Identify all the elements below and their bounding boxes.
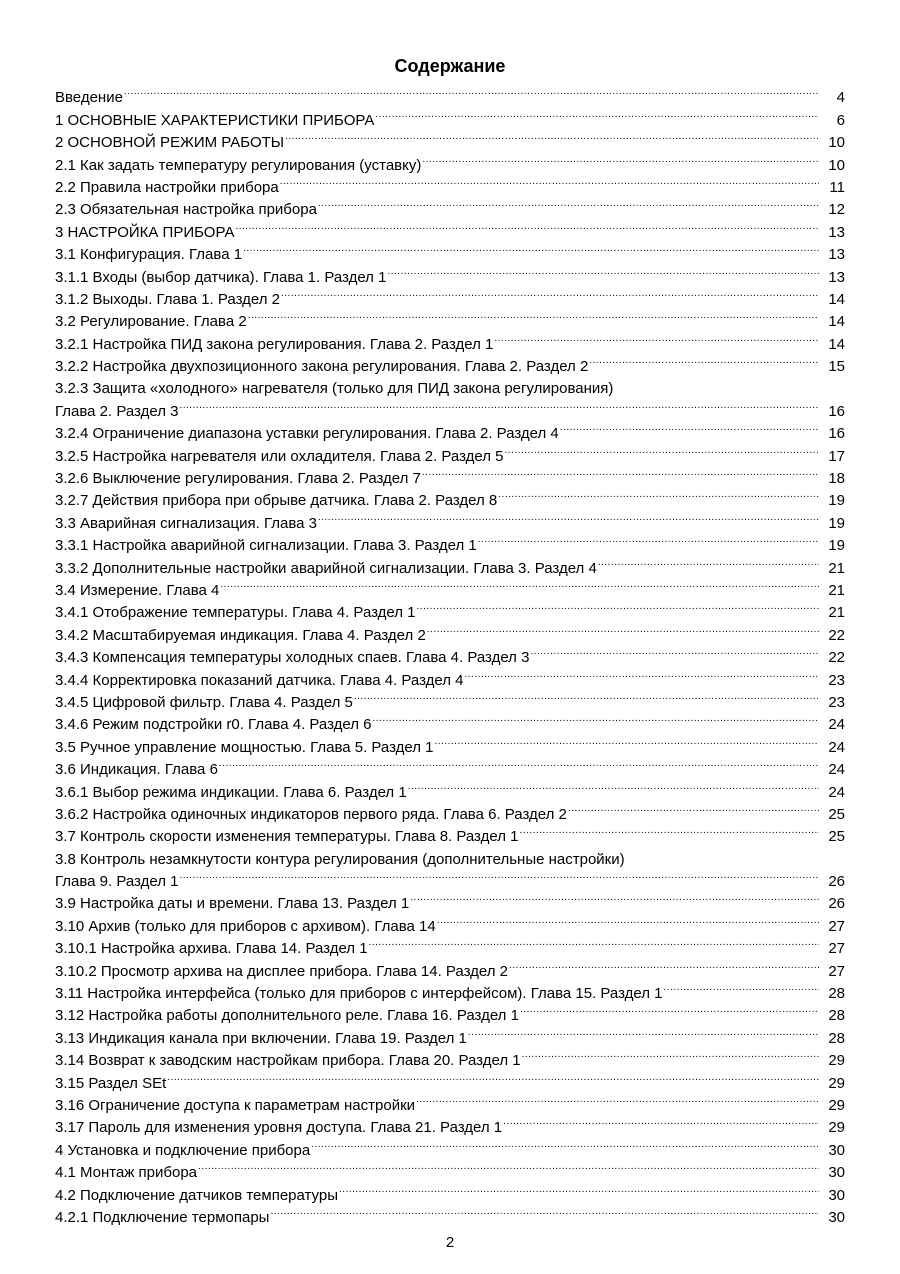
toc-entry-page: 13 [828, 223, 845, 241]
dot-leader [427, 617, 819, 639]
toc-entry-title: 3.1.2 Выходы. Глава 1. Раздел 2 [55, 290, 280, 308]
dot-leader [505, 438, 819, 460]
toc-entry-title: 3 НАСТРОЙКА ПРИБОРА [55, 223, 235, 241]
dot-leader [614, 371, 819, 393]
toc-entry-title: 3.13 Индикация канала при включении. Глава 19. Раздел 1 [55, 1029, 467, 1047]
toc-entry-page: 22 [828, 626, 845, 644]
toc-entry-title: 3.4.2 Масштабируемая индикация. Глава 4. Раздел 2 [55, 626, 426, 644]
toc-entry-title: 2.1 Как задать температуру регулирования (уставку) [55, 156, 422, 174]
dot-leader [498, 483, 819, 505]
toc-entry-page: 30 [828, 1141, 845, 1159]
toc-entry-title: 3.2.7 Действия прибора при обрыве датчика. Глава 2. Раздел 8 [55, 492, 498, 510]
toc-entry-title: Глава 2. Раздел 3 [55, 402, 179, 420]
dot-leader [198, 1155, 819, 1177]
toc-entry-title: 3.8 Контроль незамкнутости контура регулирования (дополнительные настройки) [55, 850, 625, 868]
dot-leader [369, 931, 819, 953]
toc-entry-page: 17 [828, 447, 845, 465]
dot-leader [408, 774, 819, 796]
dot-leader [422, 461, 819, 483]
toc-entry-page: 29 [828, 1052, 845, 1070]
toc-entry-page: 14 [828, 335, 845, 353]
page-title: Содержание [394, 56, 506, 76]
toc-entry-title: 3.12 Настройка работы дополнительного реле. Глава 16. Раздел 1 [55, 1007, 519, 1025]
dot-leader [468, 1020, 819, 1042]
toc-entry-page: 25 [828, 828, 845, 846]
toc-entry-page: 13 [828, 246, 845, 264]
toc-entry-page: 27 [828, 917, 845, 935]
table-of-contents [55, 80, 845, 1226]
dot-leader [124, 80, 819, 102]
toc-entry-page: 4 [836, 89, 845, 107]
dot-leader [464, 662, 819, 684]
dot-leader [417, 595, 819, 617]
toc-entry-page: 11 [829, 178, 845, 196]
toc-entry-title: 3.4.6 Режим подстройки r0. Глава 4. Раздел 6 [55, 716, 372, 734]
toc-entry-page: 16 [828, 402, 845, 420]
toc-entry-title: 3.16 Ограничение доступа к параметрам настройки [55, 1096, 416, 1114]
toc-entry-title: 3.2.2 Настройка двухпозиционного закона регулирования. Глава 2. Раздел 2 [55, 358, 589, 376]
toc-entry-title: 3.6 Индикация. Глава 6 [55, 761, 218, 779]
toc-entry-title: 3.10 Архив (только для приборов с архивом). Глава 14 [55, 917, 436, 935]
dot-leader [339, 1177, 819, 1199]
toc-entry-title: 1 ОСНОВНЫЕ ХАРАКТЕРИСТИКИ ПРИБОРА [55, 111, 375, 129]
dot-leader [416, 1088, 819, 1110]
dot-leader [494, 326, 819, 348]
toc-entry-page: 29 [828, 1074, 845, 1092]
toc-entry-page: 24 [828, 783, 845, 801]
toc-entry-page: 13 [828, 268, 845, 286]
toc-entry-title: 3.2 Регулирование. Глава 2 [55, 313, 247, 331]
toc-entry[interactable] [55, 1065, 845, 1092]
dot-leader [318, 505, 819, 527]
toc-entry-title: 3.1.1 Входы (выбор датчика). Глава 1. Раздел 1 [55, 268, 387, 286]
dot-leader [280, 170, 819, 192]
dot-leader [435, 729, 819, 751]
toc-entry-page: 19 [828, 492, 845, 510]
toc-entry-page: 24 [828, 738, 845, 756]
toc-entry-page: 28 [828, 985, 845, 1003]
dot-leader [179, 393, 819, 415]
toc-entry-page: 29 [828, 1096, 845, 1114]
page-number: 2 [445, 1234, 455, 1251]
dot-leader [285, 125, 819, 147]
toc-entry-title: 3.10.2 Просмотр архива на дисплее прибора. Глава 14. Раздел 2 [55, 962, 508, 980]
toc-entry-title: 2.2 Правила настройки прибора [55, 178, 279, 196]
toc-entry-title: 3.9 Настройка даты и времени. Глава 13. Раздел 1 [55, 895, 410, 913]
toc-entry-title: 3.3 Аварийная сигнализация. Глава 3 [55, 514, 317, 532]
dot-leader [520, 998, 819, 1020]
toc-entry-page: 23 [828, 693, 845, 711]
dot-leader [281, 282, 819, 304]
toc-entry-title: 3.7 Контроль скорости изменения температуры. Глава 8. Раздел 1 [55, 828, 519, 846]
toc-entry-page: 18 [828, 470, 845, 488]
toc-entry-page: 26 [828, 873, 845, 891]
toc-entry-title: 2 ОСНОВНОЙ РЕЖИМ РАБОТЫ [55, 134, 285, 152]
toc-entry-page: 27 [828, 962, 845, 980]
toc-entry-title: 3.3.1 Настройка аварийной сигнализации. Глава 3. Раздел 1 [55, 537, 477, 555]
dot-leader [478, 528, 819, 550]
toc-entry-title: 4 Установка и подключение прибора [55, 1141, 311, 1159]
dot-leader [509, 953, 819, 975]
dot-leader [422, 147, 819, 169]
toc-entry-page: 30 [828, 1186, 845, 1204]
toc-entry-page: 28 [828, 1007, 845, 1025]
toc-entry-page: 16 [828, 425, 845, 443]
toc-entry-title: 3.11 Настройка интерфейса (только для приборов с интерфейсом). Глава 15. Раздел 1 [55, 985, 663, 1003]
toc-entry-page: 21 [828, 581, 845, 599]
toc-entry-page: 30 [828, 1208, 845, 1226]
dot-leader [179, 864, 819, 886]
toc-entry-title: 3.2.3 Защита «холодного» нагревателя (только для ПИД закона регулирования) [55, 380, 614, 398]
toc-entry-page: 10 [828, 156, 845, 174]
toc-entry-title: 3.10.1 Настройка архива. Глава 14. Раздел 1 [55, 940, 368, 958]
dot-leader [375, 102, 819, 124]
toc-entry-page: 25 [828, 805, 845, 823]
dot-leader [219, 752, 819, 774]
dot-leader [354, 685, 819, 707]
toc-entry-title: 3.4.3 Компенсация температуры холодных спаев. Глава 4. Раздел 3 [55, 649, 530, 667]
dot-leader [387, 259, 819, 281]
toc-entry-page: 19 [828, 537, 845, 555]
toc-entry-page: 10 [828, 134, 845, 152]
dot-leader [318, 192, 819, 214]
dot-leader [503, 1110, 819, 1132]
toc-entry-title: 3.2.5 Настройка нагревателя или охладителя. Глава 2. Раздел 5 [55, 447, 504, 465]
toc-entry-title: 2.3 Обязательная настройка прибора [55, 201, 317, 219]
toc-entry-title: 4.1 Монтаж прибора [55, 1164, 198, 1182]
toc-entry-title: Глава 9. Раздел 1 [55, 873, 179, 891]
toc-entry-page: 23 [828, 671, 845, 689]
toc-entry-title: 4.2 Подключение датчиков температуры [55, 1186, 339, 1204]
toc-entry-title: 3.2.4 Ограничение диапазона уставки регулирования. Глава 2. Раздел 4 [55, 425, 559, 443]
toc-entry-page: 29 [828, 1119, 845, 1137]
toc-entry-page: 24 [828, 716, 845, 734]
toc-entry-title: 3.4.1 Отображение температуры. Глава 4. Раздел 1 [55, 604, 416, 622]
toc-entry-page: 6 [836, 111, 845, 129]
dot-leader [311, 1132, 819, 1154]
dot-leader [410, 886, 819, 908]
dot-leader [589, 349, 819, 371]
toc-entry[interactable] [55, 1088, 845, 1114]
toc-entry-title: 4.2.1 Подключение термопары [55, 1208, 270, 1226]
dot-leader [598, 550, 819, 572]
toc-entry-title: 3.17 Пароль для изменения уровня доступа. Глава 21. Раздел 1 [55, 1119, 503, 1137]
dot-leader [664, 976, 819, 998]
toc-entry-page: 21 [828, 559, 845, 577]
toc-entry[interactable] [55, 80, 845, 107]
toc-entry-title: 3.4.4 Корректировка показаний датчика. Глава 4. Раздел 4 [55, 671, 464, 689]
toc-entry-title: 3.1 Конфигурация. Глава 1 [55, 246, 243, 264]
dot-leader [270, 1200, 819, 1222]
toc-entry-page: 27 [828, 940, 845, 958]
toc-entry-page: 28 [828, 1029, 845, 1047]
dot-leader [243, 237, 819, 259]
toc-entry-title: 3.14 Возврат к заводским настройкам прибора. Глава 20. Раздел 1 [55, 1052, 521, 1070]
dot-leader [522, 1043, 819, 1065]
dot-leader [373, 707, 820, 729]
toc-entry-title: 3.4 Измерение. Глава 4 [55, 581, 220, 599]
toc-entry-page: 26 [828, 895, 845, 913]
toc-entry-title: 3.6.2 Настройка одиночных индикаторов первого ряда. Глава 6. Раздел 2 [55, 805, 567, 823]
dot-leader [519, 819, 819, 841]
dot-leader [530, 640, 819, 662]
toc-entry-title: 3.3.2 Дополнительные настройки аварийной сигнализации. Глава 3. Раздел 4 [55, 559, 597, 577]
dot-leader [167, 1065, 819, 1087]
toc-entry-page: 19 [828, 514, 845, 532]
toc-entry-title: 3.2.1 Настройка ПИД закона регулирования. Глава 2. Раздел 1 [55, 335, 494, 353]
toc-entry-title: 3.15 Раздел SEt [55, 1074, 167, 1092]
toc-entry-page: 24 [828, 761, 845, 779]
dot-leader [248, 304, 819, 326]
toc-entry[interactable] [55, 102, 845, 129]
toc-entry-page: 14 [828, 290, 845, 308]
toc-entry-title: 3.6.1 Выбор режима индикации. Глава 6. Раздел 1 [55, 783, 407, 801]
toc-entry-page: 14 [828, 313, 845, 331]
toc-entry-page: 21 [828, 604, 845, 622]
dot-leader [626, 841, 819, 863]
toc-entry-title: 3.5 Ручное управление мощностью. Глава 5. Раздел 1 [55, 738, 434, 756]
toc-entry-title: 3.2.6 Выключение регулирования. Глава 2. Раздел 7 [55, 470, 421, 488]
toc-entry-page: 22 [828, 649, 845, 667]
dot-leader [235, 214, 819, 236]
toc-entry-page: 15 [828, 358, 845, 376]
dot-leader [560, 416, 819, 438]
toc-entry-page: 12 [828, 201, 845, 219]
toc-entry-title: Введение [55, 89, 123, 107]
toc-entry-page: 30 [828, 1164, 845, 1182]
dot-leader [220, 573, 819, 595]
dot-leader [437, 908, 819, 930]
toc-entry-title: 3.4.5 Цифровой фильтр. Глава 4. Раздел 5 [55, 693, 353, 711]
dot-leader [568, 797, 819, 819]
